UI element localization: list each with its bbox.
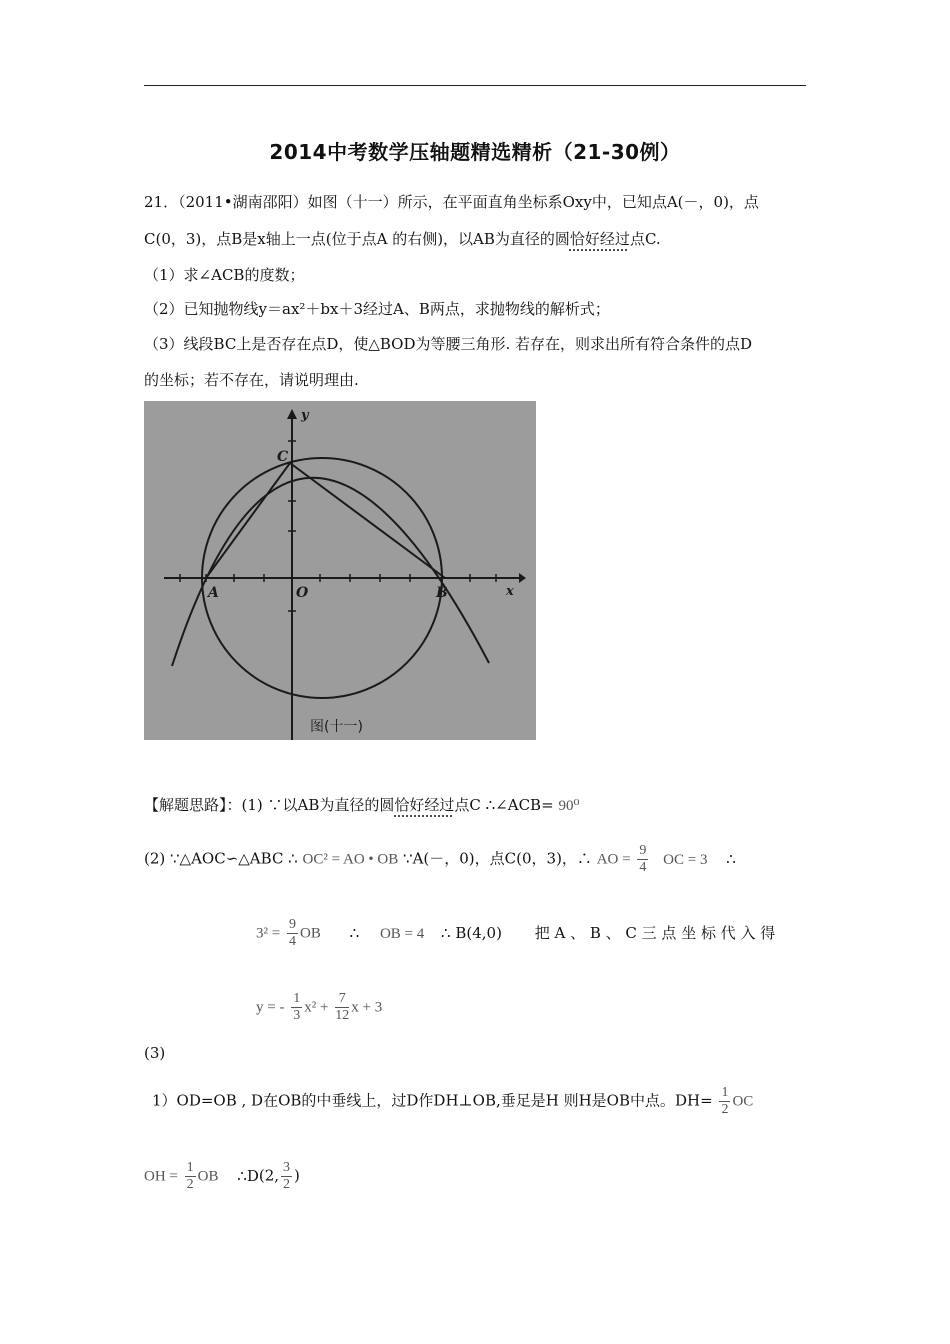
dh-fraction: $\frac{1}{2}$	[721, 1085, 729, 1117]
label-a: A	[208, 585, 219, 601]
ao-label: AO =	[596, 851, 631, 868]
similar-eq: OC² = AO • OB	[302, 851, 399, 868]
solution-3-text: 1）OD=OB , D在OB的中垂线上，过D作DH⊥OB,垂足是H 则H是OB中点。DH=	[152, 1091, 713, 1110]
label-c: C	[277, 449, 289, 465]
question-1: （1）求∠ACB的度数；	[144, 266, 305, 284]
ob-value: OB = 4	[379, 925, 425, 942]
geometry-figure	[144, 401, 536, 740]
point-d-open: (2,	[258, 1166, 280, 1185]
oc-value: OC = 3	[663, 851, 708, 868]
solution-2-mid: ∵A(－，0)，点C(0，3)，∴	[403, 849, 592, 868]
solution-3-oh	[144, 1160, 300, 1193]
emphasis-dots: 恰好经过	[569, 230, 630, 248]
point-b: ∴ B(4,0)	[441, 923, 502, 942]
problem-line-2a: C(0，3)，点B是x轴上一点(位于点A 的右侧)，以AB为直径的圆	[144, 230, 570, 248]
angle-value: 90⁰	[558, 798, 580, 814]
solution-2-prefix: (2) ∵△AOC∽△ABC ∴	[144, 849, 298, 868]
solution-2b	[256, 917, 775, 950]
nine-quarters: $\frac{9}{4}$	[289, 917, 296, 949]
solution-1-mid: 点C ∴∠ACB=	[454, 796, 554, 814]
point-d-close: )	[294, 1166, 300, 1185]
point-d-fraction: $\frac{3}{2}$	[283, 1160, 291, 1192]
problem-line-2	[144, 229, 661, 249]
solution-1-dots: 恰好经过	[394, 796, 455, 814]
question-2: （2）已知抛物线y＝ax²＋bx＋3经过A、B两点，求抛物线的解析式；	[144, 300, 610, 318]
oh-label: OH =	[144, 1168, 178, 1185]
eq-x2: x² +	[304, 999, 329, 1016]
solution-1	[144, 795, 579, 816]
eq-y: y = -	[256, 999, 285, 1016]
ob-term: OB	[300, 925, 321, 942]
figure-caption: 图(十一)	[310, 719, 363, 735]
eq-frac-1: $\frac{1}{3}$	[293, 991, 301, 1023]
dh-oc: OC	[732, 1093, 754, 1110]
oh-ob: OB	[197, 1168, 219, 1185]
solution-3-line	[152, 1085, 753, 1118]
therefore: ∴	[726, 849, 736, 868]
substitute-text: 把 A 、 B 、 C 三 点 坐 标 代 入 得	[534, 923, 776, 942]
question-3a: （3）线段BC上是否存在点D，使△BOD为等腰三角形. 若存在，则求出所有符合条件的点D	[144, 335, 753, 353]
question-3b: 的坐标；若不存在，请说明理由.	[144, 371, 359, 389]
label-b: B	[436, 585, 448, 601]
header-rule	[144, 85, 806, 86]
label-x: x	[506, 584, 514, 599]
parabola-equation	[256, 991, 382, 1024]
point-d-label: ∴D	[237, 1166, 259, 1185]
solution-1-prefix: 【解题思路】：(1) ∵以AB为直径的圆	[144, 796, 395, 814]
problem-line-1: 21．（2011•湖南邵阳）如图（十一）所示，在平面直角坐标系Oxy中，已知点A(－，0)，点	[144, 193, 759, 211]
solution-2	[144, 843, 736, 876]
eq-frac-2: $\frac{7}{12}$	[335, 991, 350, 1023]
problem-line-2c: 点C.	[629, 230, 661, 248]
oh-fraction: $\frac{1}{2}$	[186, 1160, 194, 1192]
ao-fraction: $\frac{9}{4}$	[639, 843, 647, 875]
label-y: y	[301, 408, 309, 423]
eq-tail: x + 3	[351, 999, 383, 1016]
label-o: O	[296, 585, 309, 601]
page-title: 2014中考数学压轴题精选精析（21-30例）	[269, 140, 681, 164]
three-squared: 3² =	[256, 925, 281, 942]
therefore-2: ∴	[349, 923, 360, 942]
solution-3-label: (3)	[144, 1044, 166, 1062]
